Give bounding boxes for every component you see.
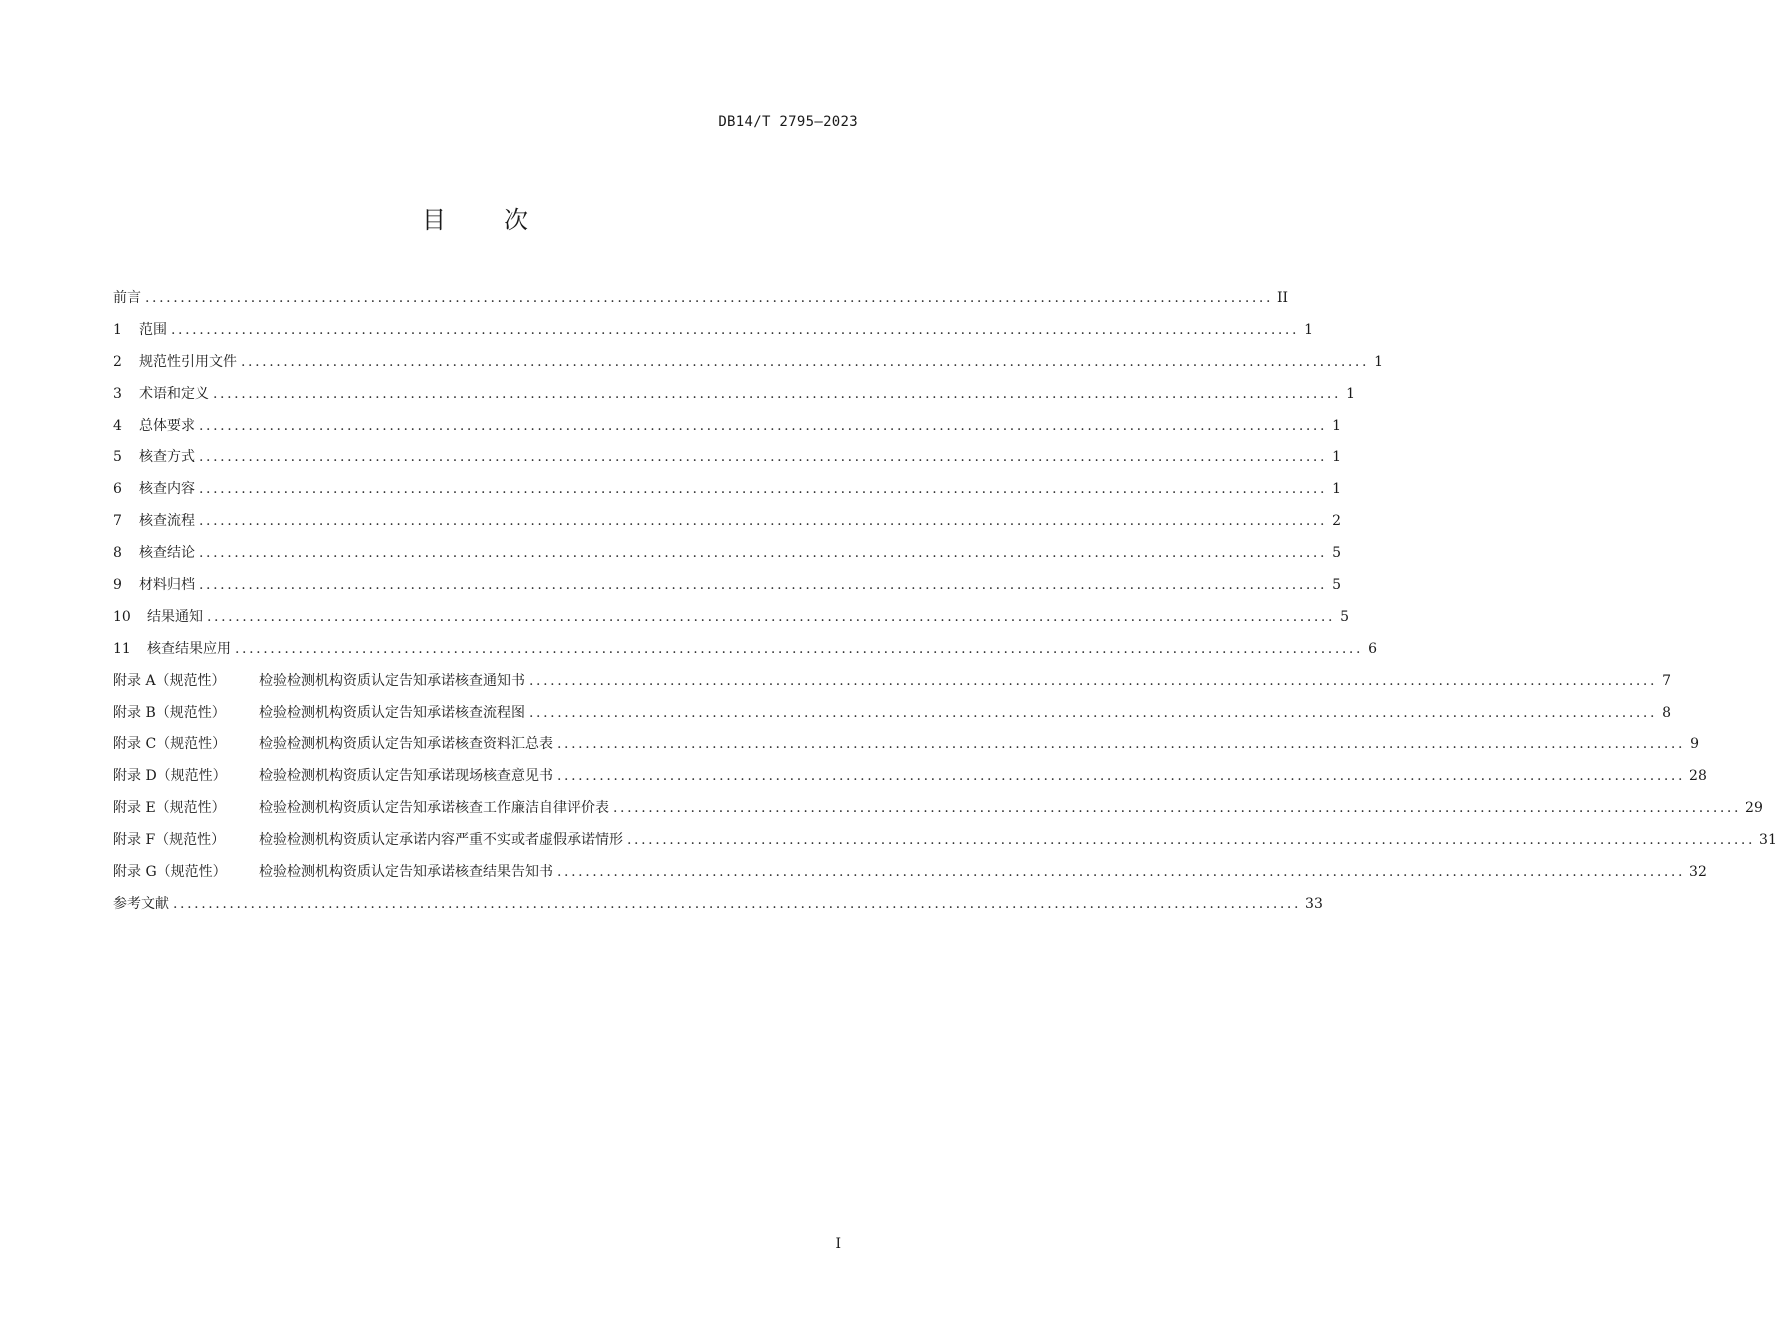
toc-entry[interactable] — [113, 478, 1342, 510]
toc-entry[interactable] — [113, 638, 1378, 670]
toc-leader-dots: ................................................................................................................................................................ — [199, 545, 1328, 562]
toc-leader-dots: ................................................................................................................................................................ — [213, 385, 1342, 402]
toc-entry-label: 检验检测机构资质认定告知承诺核查结果告知书 — [259, 864, 553, 881]
toc-entry[interactable] — [113, 319, 1314, 351]
toc-entry-label: 核查结果应用 — [147, 640, 231, 657]
toc-entry-page: 5 — [1332, 577, 1342, 594]
toc-entry[interactable] — [113, 606, 1350, 638]
toc-entry[interactable] — [113, 287, 1289, 319]
toc-entry-page: 9 — [1690, 736, 1700, 753]
toc-entry-number: 7 — [113, 513, 122, 530]
toc-entry-appendix-prefix: 附录 F（规范性） — [113, 832, 226, 849]
toc-leader-dots: ................................................................................................................................................................ — [199, 449, 1328, 466]
toc-entry-label: 结果通知 — [147, 608, 203, 625]
toc-entry-page: 1 — [1332, 481, 1342, 498]
toc-entry-page: 1 — [1374, 353, 1384, 370]
toc-entry[interactable] — [113, 446, 1342, 478]
toc-entry-page: 28 — [1689, 768, 1707, 785]
toc-entry-number: 1 — [113, 321, 122, 338]
toc-entry[interactable] — [113, 861, 1707, 893]
toc-leader-dots: ................................................................................................................................................................ — [557, 864, 1686, 881]
toc-entry-label: 检验检测机构资质认定告知承诺核查通知书 — [259, 672, 525, 689]
toc-entry-page: 5 — [1340, 608, 1350, 625]
toc-entry-page: 1 — [1332, 417, 1342, 434]
toc-entry-page: 2 — [1332, 513, 1342, 530]
toc-entry-page: 31 — [1759, 832, 1777, 849]
toc-leader-dots: ................................................................................................................................................................ — [207, 608, 1336, 625]
toc-entry[interactable] — [113, 702, 1672, 734]
toc-entry-label: 检验检测机构资质认定告知承诺现场核查意见书 — [259, 768, 553, 785]
toc-entry-label: 检验检测机构资质认定告知承诺核查流程图 — [259, 704, 525, 721]
toc-entry-page: 6 — [1368, 640, 1378, 657]
toc-entry[interactable] — [113, 733, 1700, 765]
toc-entry-label: 总体要求 — [139, 417, 195, 434]
toc-leader-dots: ................................................................................................................................................................ — [199, 513, 1328, 530]
toc-entry-page: 1 — [1304, 321, 1314, 338]
toc-leader-dots: ................................................................................................................................................................ — [557, 736, 1686, 753]
toc-title-char-2: 次 — [504, 206, 528, 234]
toc-entry[interactable] — [113, 415, 1342, 447]
toc-leader-dots: ................................................................................................................................................................ — [199, 577, 1328, 594]
toc-leader-dots: ................................................................................................................................................................ — [557, 768, 1686, 785]
toc-entry-label: 前言 — [113, 290, 141, 306]
toc-entry-number: 6 — [113, 481, 122, 498]
toc-entry-label: 核查内容 — [139, 481, 195, 498]
toc-entry-appendix-prefix: 附录 C（规范性） — [113, 736, 227, 753]
toc-entry-label: 术语和定义 — [139, 385, 209, 402]
toc-entry-appendix-prefix: 附录 G（规范性） — [113, 864, 227, 881]
toc-entry-label: 检验检测机构资质认定告知承诺核查资料汇总表 — [259, 736, 553, 753]
toc-entry-number: 5 — [113, 449, 122, 466]
toc-entry-page: 1 — [1332, 449, 1342, 466]
toc-title — [0, 200, 950, 235]
toc-entry-page: 1 — [1346, 385, 1356, 402]
toc-entry-number: 11 — [113, 640, 131, 657]
toc-entry-number: 10 — [113, 608, 131, 625]
toc-entry-number: 2 — [113, 353, 122, 370]
toc-entry[interactable] — [113, 893, 1323, 925]
toc-entry-label: 范围 — [139, 321, 167, 338]
toc-entry-label: 检验检测机构资质认定承诺内容严重不实或者虚假承诺情形 — [259, 832, 623, 849]
toc-entry-page: 33 — [1305, 895, 1323, 912]
toc-leader-dots: ................................................................................................................................................................ — [627, 832, 1756, 849]
toc-entry-label: 核查流程 — [139, 513, 195, 530]
toc-entry-appendix-prefix: 附录 B（规范性） — [113, 704, 226, 721]
toc-entry-page: 29 — [1745, 800, 1763, 817]
toc-entry-label: 规范性引用文件 — [139, 353, 237, 370]
document-code: DB14/T 2795—2023 — [718, 114, 858, 130]
toc-leader-dots: ................................................................................................................................................................ — [529, 672, 1658, 689]
toc-entry-appendix-prefix: 附录 E（规范性） — [113, 800, 226, 817]
toc-entry-number: 3 — [113, 385, 122, 402]
toc-entry-label: 材料归档 — [139, 577, 195, 594]
toc-leader-dots: ................................................................................................................................................................ — [173, 895, 1302, 912]
toc-leader-dots: ................................................................................................................................................................ — [199, 481, 1328, 498]
toc-leader-dots: ................................................................................................................................................................ — [529, 704, 1658, 721]
toc-entry-label: 参考文献 — [113, 895, 169, 912]
toc-entry[interactable] — [113, 797, 1763, 829]
toc-title-char-1: 目 — [422, 206, 446, 234]
toc-entry[interactable] — [113, 670, 1672, 702]
toc-leader-dots: ................................................................................................................................................................ — [145, 290, 1274, 306]
table-of-contents — [113, 287, 1777, 925]
toc-entry-page: II — [1277, 290, 1289, 306]
toc-leader-dots: ................................................................................................................................................................ — [199, 417, 1328, 434]
toc-leader-dots: ................................................................................................................................................................ — [171, 321, 1300, 338]
toc-entry-number: 9 — [113, 577, 122, 594]
toc-entry-appendix-prefix: 附录 D（规范性） — [113, 768, 227, 785]
toc-entry-page: 8 — [1662, 704, 1672, 721]
toc-entry-label: 核查方式 — [139, 449, 195, 466]
toc-leader-dots: ................................................................................................................................................................ — [241, 353, 1370, 370]
toc-entry-label: 检验检测机构资质认定告知承诺核查工作廉洁自律评价表 — [259, 800, 609, 817]
toc-entry[interactable] — [113, 383, 1356, 415]
toc-entry-page: 7 — [1662, 672, 1672, 689]
toc-entry[interactable] — [113, 542, 1342, 574]
toc-entry-label: 核查结论 — [139, 545, 195, 562]
toc-entry-number: 4 — [113, 417, 122, 434]
page-number: I — [835, 1236, 841, 1252]
toc-entry-number: 8 — [113, 545, 122, 562]
toc-entry[interactable] — [113, 351, 1384, 383]
toc-entry-page: 32 — [1689, 864, 1707, 881]
toc-entry[interactable] — [113, 574, 1342, 606]
toc-entry[interactable] — [113, 510, 1342, 542]
toc-entry[interactable] — [113, 765, 1707, 797]
toc-entry-appendix-prefix: 附录 A（规范性） — [113, 672, 226, 689]
toc-entry-page: 5 — [1332, 545, 1342, 562]
toc-entry[interactable] — [113, 829, 1777, 861]
toc-leader-dots: ................................................................................................................................................................ — [613, 800, 1742, 817]
toc-leader-dots: ................................................................................................................................................................ — [235, 640, 1364, 657]
